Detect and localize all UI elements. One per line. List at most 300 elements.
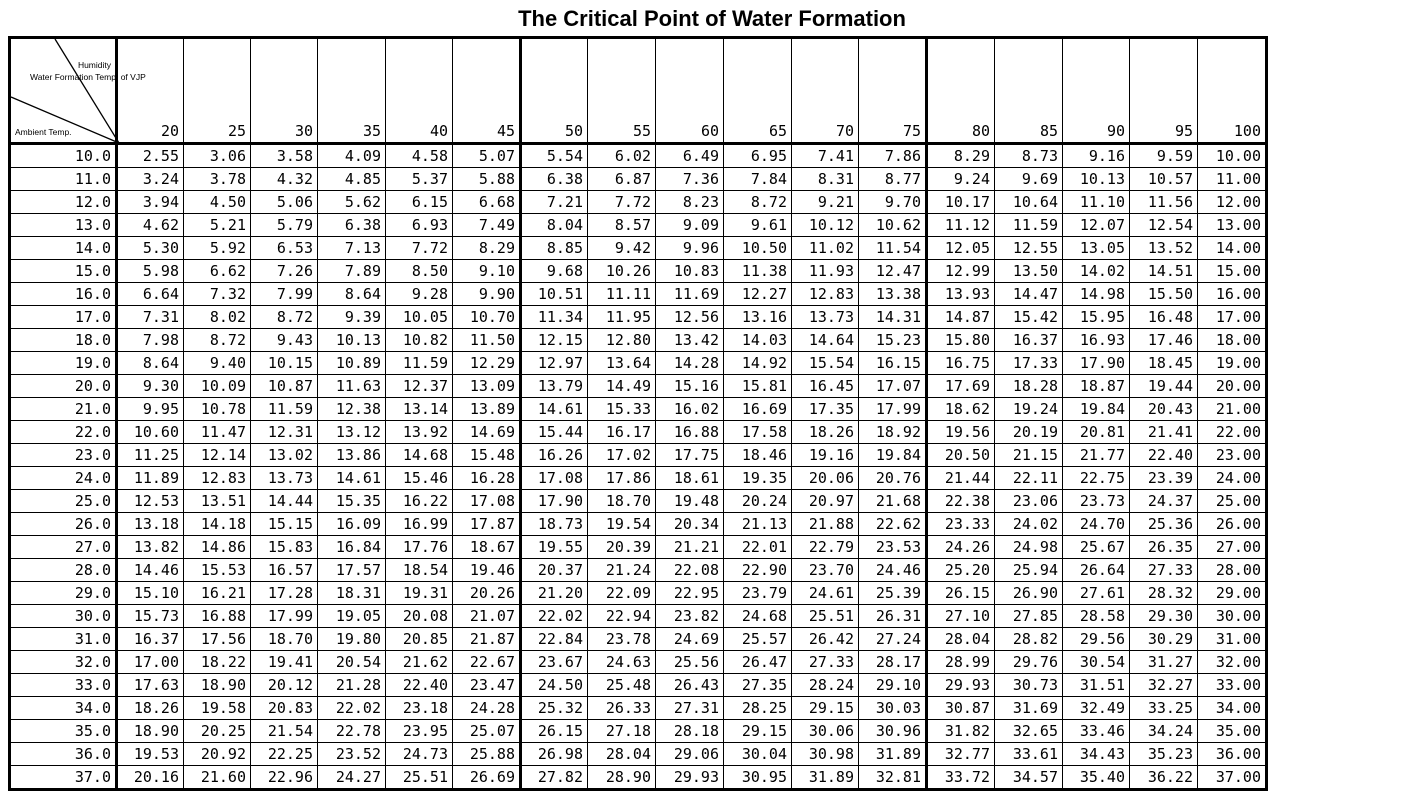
table-cell: 10.17 [927,191,995,214]
table-cell: 15.15 [251,513,318,536]
table-cell: 16.37 [995,329,1063,352]
table-cell: 9.16 [1063,144,1130,168]
table-cell: 7.31 [117,306,184,329]
table-cell: 8.85 [521,237,588,260]
table-cell: 19.80 [318,628,386,651]
table-cell: 11.11 [588,283,656,306]
table-cell: 17.75 [656,444,724,467]
table-cell: 16.88 [184,605,251,628]
table-cell: 12.29 [453,352,521,375]
table-cell: 8.23 [656,191,724,214]
table-cell: 19.46 [453,559,521,582]
table-cell: 16.99 [386,513,453,536]
humidity-column-header: 45 [453,38,521,144]
table-cell: 11.25 [117,444,184,467]
table-cell: 17.99 [251,605,318,628]
table-cell: 29.30 [1130,605,1198,628]
table-cell: 16.26 [521,444,588,467]
table-cell: 13.14 [386,398,453,421]
table-cell: 21.21 [656,536,724,559]
humidity-column-header: 60 [656,38,724,144]
table-cell: 3.58 [251,144,318,168]
table-cell: 13.51 [184,490,251,513]
ambient-temp-cell: 21.0 [10,398,117,421]
table-cell: 7.21 [521,191,588,214]
table-cell: 6.93 [386,214,453,237]
table-cell: 30.00 [1198,605,1267,628]
ambient-temp-cell: 22.0 [10,421,117,444]
table-cell: 26.90 [995,582,1063,605]
table-cell: 19.35 [724,467,792,490]
ambient-temp-cell: 19.0 [10,352,117,375]
table-cell: 17.57 [318,559,386,582]
table-cell: 16.09 [318,513,386,536]
table-cell: 14.61 [521,398,588,421]
table-cell: 24.68 [724,605,792,628]
table-cell: 16.00 [1198,283,1267,306]
table-cell: 23.78 [588,628,656,651]
table-cell: 12.55 [995,237,1063,260]
table-cell: 30.87 [927,697,995,720]
table-row [10,375,1267,398]
table-cell: 7.89 [318,260,386,283]
table-cell: 3.06 [184,144,251,168]
table-cell: 11.10 [1063,191,1130,214]
table-cell: 22.67 [453,651,521,674]
table-cell: 26.35 [1130,536,1198,559]
ambient-temp-cell: 29.0 [10,582,117,605]
table-cell: 16.45 [792,375,859,398]
table-cell: 12.56 [656,306,724,329]
table-cell: 25.51 [792,605,859,628]
table-cell: 25.57 [724,628,792,651]
table-cell: 26.69 [453,766,521,790]
table-row [10,697,1267,720]
table-cell: 8.73 [995,144,1063,168]
table-cell: 24.27 [318,766,386,790]
table-cell: 7.36 [656,168,724,191]
table-cell: 27.10 [927,605,995,628]
table-cell: 5.54 [521,144,588,168]
table-cell: 6.02 [588,144,656,168]
table-cell: 25.20 [927,559,995,582]
ambient-temp-cell: 26.0 [10,513,117,536]
table-cell: 15.42 [995,306,1063,329]
table-row [10,674,1267,697]
humidity-column-header: 90 [1063,38,1130,144]
table-cell: 33.61 [995,743,1063,766]
humidity-column-header: 20 [117,38,184,144]
table-cell: 15.33 [588,398,656,421]
table-cell: 13.82 [117,536,184,559]
table-cell: 29.10 [859,674,927,697]
table-cell: 19.54 [588,513,656,536]
ambient-temp-cell: 32.0 [10,651,117,674]
table-cell: 9.69 [995,168,1063,191]
table-cell: 21.54 [251,720,318,743]
table-cell: 22.02 [318,697,386,720]
table-cell: 22.78 [318,720,386,743]
table-row [10,766,1267,790]
ambient-temp-cell: 35.0 [10,720,117,743]
table-cell: 13.02 [251,444,318,467]
table-cell: 6.62 [184,260,251,283]
table-cell: 14.00 [1198,237,1267,260]
table-cell: 13.12 [318,421,386,444]
table-cell: 14.47 [995,283,1063,306]
table-cell: 20.00 [1198,375,1267,398]
table-cell: 11.59 [386,352,453,375]
table-cell: 31.00 [1198,628,1267,651]
table-cell: 27.00 [1198,536,1267,559]
table-cell: 10.12 [792,214,859,237]
table-cell: 29.00 [1198,582,1267,605]
table-cell: 10.89 [318,352,386,375]
table-cell: 18.73 [521,513,588,536]
table-cell: 13.00 [1198,214,1267,237]
table-cell: 12.54 [1130,214,1198,237]
table-cell: 19.48 [656,490,724,513]
table-row [10,513,1267,536]
table-cell: 22.00 [1198,421,1267,444]
table-cell: 20.85 [386,628,453,651]
table-cell: 11.54 [859,237,927,260]
table-cell: 11.63 [318,375,386,398]
ambient-temp-cell: 23.0 [10,444,117,467]
table-cell: 31.69 [995,697,1063,720]
table-cell: 4.32 [251,168,318,191]
table-cell: 18.90 [117,720,184,743]
table-cell: 18.00 [1198,329,1267,352]
table-cell: 30.96 [859,720,927,743]
table-cell: 8.57 [588,214,656,237]
table-cell: 33.46 [1063,720,1130,743]
ambient-temp-cell: 27.0 [10,536,117,559]
table-cell: 7.41 [792,144,859,168]
table-cell: 10.51 [521,283,588,306]
table-cell: 19.84 [1063,398,1130,421]
table-cell: 20.43 [1130,398,1198,421]
table-cell: 4.58 [386,144,453,168]
ambient-temp-cell: 31.0 [10,628,117,651]
table-cell: 25.88 [453,743,521,766]
table-cell: 9.39 [318,306,386,329]
humidity-column-header: 100 [1198,38,1267,144]
ambient-temp-cell: 15.0 [10,260,117,283]
table-cell: 26.33 [588,697,656,720]
ambient-temp-cell: 16.0 [10,283,117,306]
table-cell: 20.50 [927,444,995,467]
table-cell: 13.18 [117,513,184,536]
table-cell: 32.65 [995,720,1063,743]
table-row [10,283,1267,306]
table-cell: 27.18 [588,720,656,743]
table-row [10,582,1267,605]
table-cell: 8.72 [184,329,251,352]
header-row [10,38,1267,144]
table-cell: 11.56 [1130,191,1198,214]
table-cell: 21.68 [859,490,927,513]
table-cell: 19.58 [184,697,251,720]
table-cell: 5.30 [117,237,184,260]
table-cell: 18.31 [318,582,386,605]
table-cell: 13.16 [724,306,792,329]
table-cell: 5.06 [251,191,318,214]
table-cell: 14.61 [318,467,386,490]
table-row [10,628,1267,651]
table-cell: 11.47 [184,421,251,444]
table-cell: 14.03 [724,329,792,352]
table-cell: 29.15 [792,697,859,720]
humidity-axis-label: Humidity [77,60,111,70]
table-cell: 9.96 [656,237,724,260]
table-cell: 13.52 [1130,237,1198,260]
humidity-column-header: 55 [588,38,656,144]
table-cell: 6.64 [117,283,184,306]
table-cell: 10.13 [1063,168,1130,191]
table-cell: 13.93 [927,283,995,306]
table-cell: 6.38 [318,214,386,237]
table-cell: 27.61 [1063,582,1130,605]
table-cell: 10.87 [251,375,318,398]
table-cell: 5.62 [318,191,386,214]
table-cell: 11.02 [792,237,859,260]
table-cell: 11.38 [724,260,792,283]
table-cell: 20.26 [453,582,521,605]
table-cell: 15.50 [1130,283,1198,306]
table-cell: 31.89 [792,766,859,790]
table-cell: 22.40 [386,674,453,697]
table-cell: 12.53 [117,490,184,513]
table-cell: 20.54 [318,651,386,674]
table-cell: 9.43 [251,329,318,352]
table-cell: 23.33 [927,513,995,536]
table-cell: 12.99 [927,260,995,283]
table-cell: 22.90 [724,559,792,582]
humidity-column-header: 95 [1130,38,1198,144]
table-row [10,168,1267,191]
table-cell: 14.86 [184,536,251,559]
table-cell: 13.05 [1063,237,1130,260]
table-cell: 23.73 [1063,490,1130,513]
table-cell: 15.80 [927,329,995,352]
table-cell: 12.80 [588,329,656,352]
table-cell: 17.86 [588,467,656,490]
table-cell: 25.56 [656,651,724,674]
table-cell: 8.64 [117,352,184,375]
table-cell: 22.96 [251,766,318,790]
table-cell: 8.02 [184,306,251,329]
table-cell: 31.89 [859,743,927,766]
table-cell: 17.69 [927,375,995,398]
table-cell: 12.83 [792,283,859,306]
table-cell: 25.48 [588,674,656,697]
table-cell: 29.93 [927,674,995,697]
table-cell: 24.37 [1130,490,1198,513]
table-cell: 20.83 [251,697,318,720]
table-cell: 15.83 [251,536,318,559]
table-cell: 11.59 [251,398,318,421]
table-cell: 22.40 [1130,444,1198,467]
table-cell: 15.95 [1063,306,1130,329]
ambient-temp-cell: 11.0 [10,168,117,191]
table-row [10,490,1267,513]
table-cell: 5.21 [184,214,251,237]
table-cell: 10.60 [117,421,184,444]
corner-header-cell [10,38,146,144]
table-cell: 9.40 [184,352,251,375]
table-cell: 26.00 [1198,513,1267,536]
table-cell: 3.94 [117,191,184,214]
table-cell: 16.93 [1063,329,1130,352]
humidity-column-header: 50 [521,38,588,144]
ambient-temp-cell: 10.0 [10,144,117,168]
table-cell: 25.39 [859,582,927,605]
table-cell: 6.95 [724,144,792,168]
humidity-column-header: 30 [251,38,318,144]
table-cell: 34.57 [995,766,1063,790]
table-cell: 7.13 [318,237,386,260]
table-cell: 24.00 [1198,467,1267,490]
table-cell: 19.55 [521,536,588,559]
table-cell: 27.24 [859,628,927,651]
table-cell: 14.28 [656,352,724,375]
table-cell: 18.45 [1130,352,1198,375]
table-cell: 21.62 [386,651,453,674]
table-cell: 31.51 [1063,674,1130,697]
table-cell: 24.02 [995,513,1063,536]
table-cell: 9.28 [386,283,453,306]
table-cell: 27.31 [656,697,724,720]
humidity-column-header: 80 [927,38,995,144]
table-cell: 3.24 [117,168,184,191]
table-cell: 26.98 [521,743,588,766]
table-cell: 10.05 [386,306,453,329]
ambient-temp-cell: 28.0 [10,559,117,582]
table-cell: 14.31 [859,306,927,329]
table-cell: 24.61 [792,582,859,605]
table-cell: 17.99 [859,398,927,421]
table-cell: 21.87 [453,628,521,651]
table-cell: 10.13 [318,329,386,352]
table-cell: 21.15 [995,444,1063,467]
table-cell: 21.07 [453,605,521,628]
table-cell: 16.17 [588,421,656,444]
table-cell: 10.70 [453,306,521,329]
table-cell: 10.82 [386,329,453,352]
table-cell: 14.98 [1063,283,1130,306]
table-cell: 23.53 [859,536,927,559]
table-cell: 6.87 [588,168,656,191]
table-cell: 17.76 [386,536,453,559]
table-cell: 26.64 [1063,559,1130,582]
table-cell: 3.78 [184,168,251,191]
table-cell: 17.87 [453,513,521,536]
table-cell: 22.01 [724,536,792,559]
table-cell: 18.70 [251,628,318,651]
table-cell: 8.77 [859,168,927,191]
table-cell: 25.36 [1130,513,1198,536]
humidity-column-header: 40 [386,38,453,144]
table-cell: 13.42 [656,329,724,352]
table-row [10,260,1267,283]
table-cell: 26.15 [521,720,588,743]
table-cell: 19.31 [386,582,453,605]
table-cell: 12.05 [927,237,995,260]
table-cell: 14.02 [1063,260,1130,283]
table-cell: 18.46 [724,444,792,467]
table-cell: 22.25 [251,743,318,766]
table-cell: 7.72 [588,191,656,214]
table-cell: 15.54 [792,352,859,375]
table-cell: 21.00 [1198,398,1267,421]
table-cell: 12.97 [521,352,588,375]
table-row [10,398,1267,421]
table-cell: 17.08 [521,467,588,490]
table-cell: 18.62 [927,398,995,421]
table-cell: 15.73 [117,605,184,628]
table-cell: 9.59 [1130,144,1198,168]
table-cell: 6.38 [521,168,588,191]
table-cell: 12.83 [184,467,251,490]
table-cell: 21.77 [1063,444,1130,467]
table-cell: 16.75 [927,352,995,375]
ambient-temp-cell: 30.0 [10,605,117,628]
table-cell: 30.54 [1063,651,1130,674]
table-cell: 15.48 [453,444,521,467]
table-row [10,144,1267,168]
table-cell: 9.21 [792,191,859,214]
table-cell: 23.18 [386,697,453,720]
table-cell: 32.49 [1063,697,1130,720]
table-cell: 20.24 [724,490,792,513]
table-cell: 12.07 [1063,214,1130,237]
table-cell: 23.06 [995,490,1063,513]
ambient-temp-cell: 34.0 [10,697,117,720]
table-cell: 14.69 [453,421,521,444]
table-cell: 22.62 [859,513,927,536]
table-cell: 30.95 [724,766,792,790]
table-cell: 32.77 [927,743,995,766]
table-cell: 14.44 [251,490,318,513]
table-cell: 24.98 [995,536,1063,559]
humidity-column-header: 65 [724,38,792,144]
table-cell: 22.09 [588,582,656,605]
table-cell: 11.12 [927,214,995,237]
table-cell: 33.00 [1198,674,1267,697]
table-cell: 11.00 [1198,168,1267,191]
table-cell: 19.56 [927,421,995,444]
table-cell: 4.62 [117,214,184,237]
table-cell: 20.81 [1063,421,1130,444]
table-cell: 20.06 [792,467,859,490]
table-cell: 19.24 [995,398,1063,421]
table-cell: 11.59 [995,214,1063,237]
table-cell: 27.33 [1130,559,1198,582]
table-cell: 18.28 [995,375,1063,398]
table-cell: 10.50 [724,237,792,260]
table-cell: 26.15 [927,582,995,605]
table-cell: 7.72 [386,237,453,260]
table-row [10,651,1267,674]
table-cell: 12.14 [184,444,251,467]
table-cell: 20.16 [117,766,184,790]
table-cell: 6.15 [386,191,453,214]
table-cell: 16.28 [453,467,521,490]
table-cell: 17.63 [117,674,184,697]
table-cell: 18.61 [656,467,724,490]
table-cell: 11.93 [792,260,859,283]
